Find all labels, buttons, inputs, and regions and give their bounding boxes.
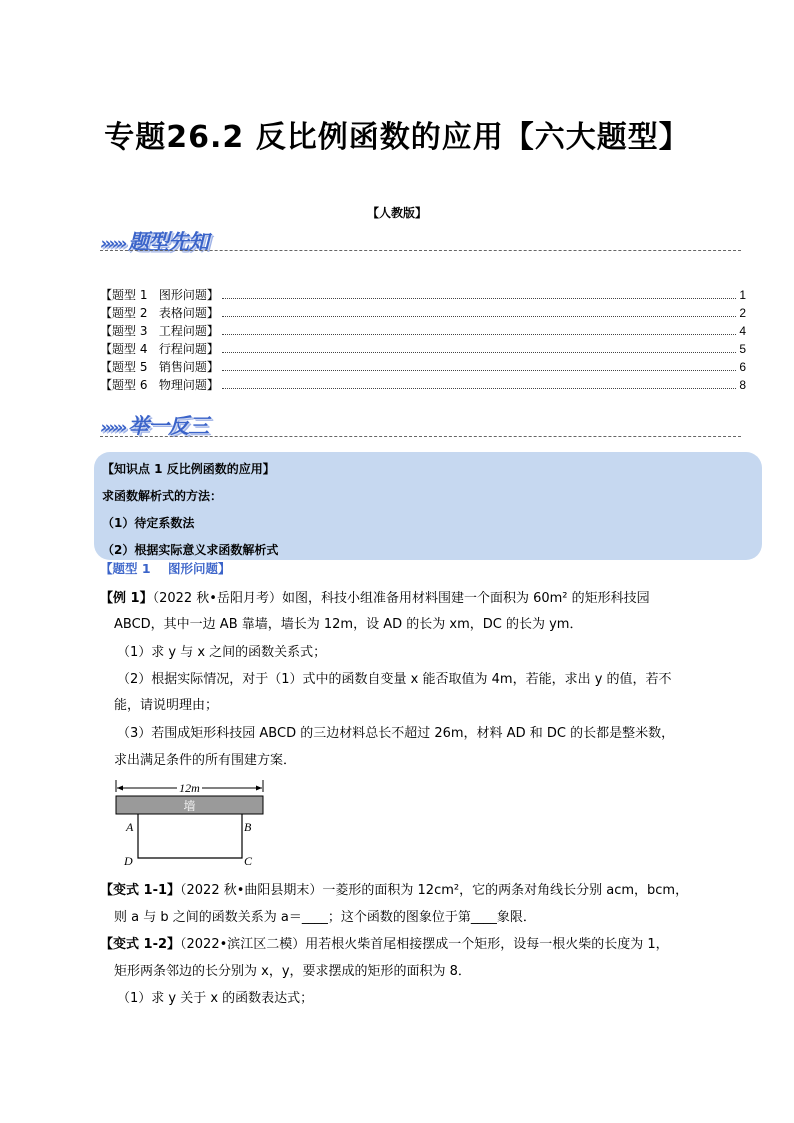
- toc-item[interactable]: 【题型 1 图形问题】 1: [100, 288, 746, 302]
- vertex-c: C: [244, 854, 253, 868]
- variant-tag: 【变式 1-1】: [100, 883, 181, 898]
- edition-label: 【人教版】: [366, 206, 427, 220]
- banner-practice-text: 举一反三: [128, 414, 209, 438]
- banner-preview: [100, 226, 208, 256]
- question-3: （3）若围成矩形科技园 ABCD 的三边材料总长不超过 26m，材料 AD 和 DC 的长都是整米数，: [117, 726, 675, 741]
- divider: [100, 250, 741, 251]
- variant-line: 【变式 1-2】（2022•滨江区二模）用若根火柴首尾相接摆成一个矩形，设每一根火柴的长度为 1，: [100, 937, 669, 952]
- garden-rectangle: [138, 814, 242, 858]
- example-tag: 【例 1】: [100, 591, 153, 606]
- question-2: （2）根据实际情况，对于（1）式中的函数自变量 x 能否取值为 4m，若能，求出 y 的值，若不: [117, 672, 672, 687]
- example-line: ABCD，其中一边 AB 靠墙，墙长为 12m，设 AD 的长为 xm，DC 的长为 ym．: [114, 617, 583, 632]
- vertex-b: B: [244, 820, 252, 834]
- section-heading: 【题型 1 图形问题】: [100, 561, 231, 576]
- variant-line: 矩形两条邻边的长分别为 x，y，要求摆成的矩形的面积为 8．: [114, 964, 471, 979]
- variant-line: 则 a 与 b 之间的函数关系为 a＝____；这个函数的图象位于第____象限．: [114, 910, 536, 925]
- question-1: （1）求 y 与 x 之间的函数关系式；: [117, 645, 327, 660]
- variant-question-1: （1）求 y 关于 x 的函数表达式；: [117, 991, 314, 1006]
- question-2-cont: 能，请说明理由；: [114, 698, 219, 713]
- toc-item[interactable]: 【题型 2 表格问题】 2: [100, 306, 746, 320]
- variant-line: 【变式 1-1】（2022 秋•曲阳县期末）一菱形的面积为 12cm²，它的两条对角线长分别 acm，bcm，: [100, 883, 689, 898]
- knowledge-heading: 【知识点 1 反比例函数的应用】: [102, 462, 275, 476]
- knowledge-intro: 求函数解析式的方法：: [102, 489, 223, 503]
- arrows-icon: »»»: [100, 234, 125, 254]
- knowledge-item-2: （2）根据实际意义求函数解析式: [102, 543, 279, 557]
- knowledge-item-1: （1）待定系数法: [102, 516, 195, 530]
- toc-item[interactable]: 【题型 6 物理问题】 8: [100, 378, 746, 392]
- banner-preview-text: 题型先知: [128, 230, 209, 254]
- table-of-contents: [100, 286, 746, 394]
- question-3-cont: 求出满足条件的所有围建方案．: [114, 753, 297, 768]
- example-line: 【例 1】（2022 秋•岳阳月考）如图，科技小组准备用材料围建一个面积为 60m² 的矩形科技园: [100, 591, 650, 606]
- page-title: 专题26.2 反比例函数的应用【六大题型】: [104, 120, 690, 155]
- vertex-a: A: [126, 820, 134, 834]
- variant-tag: 【变式 1-2】: [100, 937, 181, 952]
- divider: [100, 436, 741, 437]
- garden-diagram: [110, 776, 270, 868]
- wall-length-label: 12m: [179, 781, 200, 795]
- toc-item[interactable]: 【题型 3 工程问题】 4: [100, 324, 746, 338]
- toc-item[interactable]: 【题型 4 行程问题】 5: [100, 342, 746, 356]
- vertex-d: D: [124, 854, 133, 868]
- toc-item[interactable]: 【题型 5 销售问题】 6: [100, 360, 746, 374]
- wall-label: 墙: [183, 799, 196, 813]
- arrows-icon: »»»: [100, 418, 125, 438]
